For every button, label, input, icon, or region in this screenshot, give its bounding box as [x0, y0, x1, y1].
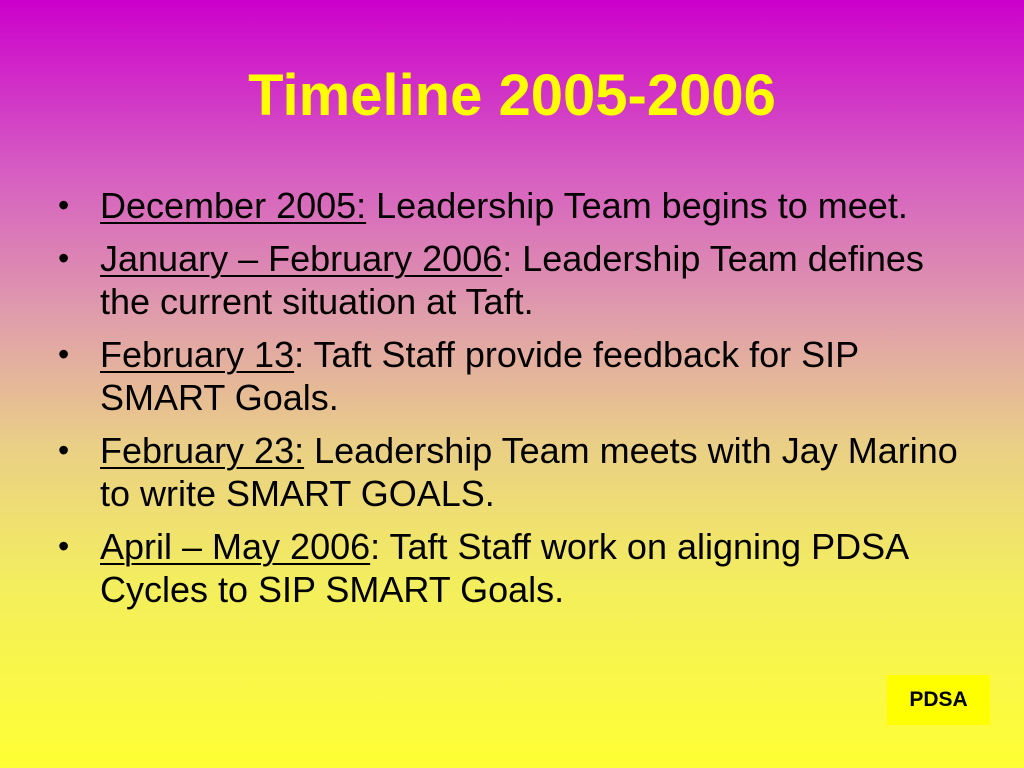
timeline-item-separator: : [502, 238, 513, 279]
pdsa-button-label: PDSA [909, 688, 968, 711]
timeline-item-date: April – May 2006 [100, 526, 371, 567]
timeline-item-text: Leadership Team defines the current situation at Taft. [100, 238, 924, 322]
timeline-item-date: February 13 [100, 334, 295, 375]
timeline-bullet-list [58, 184, 958, 621]
timeline-item-date: February 23: [100, 430, 305, 471]
bullet-icon: • [58, 240, 70, 276]
timeline-item-text: Leadership Team meets with Jay Marino to write SMART GOALS. [100, 430, 958, 514]
timeline-item-date: December 2005: [100, 185, 367, 226]
slide-title: Timeline 2005-2006 [248, 63, 776, 128]
timeline-item-december-2005 [58, 184, 958, 227]
bullet-icon: • [58, 432, 70, 468]
pdsa-button[interactable] [887, 675, 990, 725]
timeline-item-text: Leadership Team begins to meet. [366, 185, 908, 226]
timeline-item-text: Taft Staff provide feedback for SIP SMART Goals. [100, 334, 859, 418]
timeline-item-february-13 [58, 333, 958, 419]
timeline-item-april-may-2006 [58, 525, 958, 611]
timeline-item-separator: : [370, 526, 381, 567]
timeline-item-date: January – February 2006 [100, 238, 503, 279]
timeline-item-february-23 [58, 429, 958, 515]
bullet-icon: • [58, 187, 70, 223]
timeline-item-january-february-2006 [58, 237, 958, 323]
bullet-icon: • [58, 528, 70, 564]
bullet-icon: • [58, 336, 70, 372]
timeline-item-text: Taft Staff work on aligning PDSA Cycles to SIP SMART Goals. [100, 526, 908, 610]
timeline-item-separator: : [294, 334, 305, 375]
